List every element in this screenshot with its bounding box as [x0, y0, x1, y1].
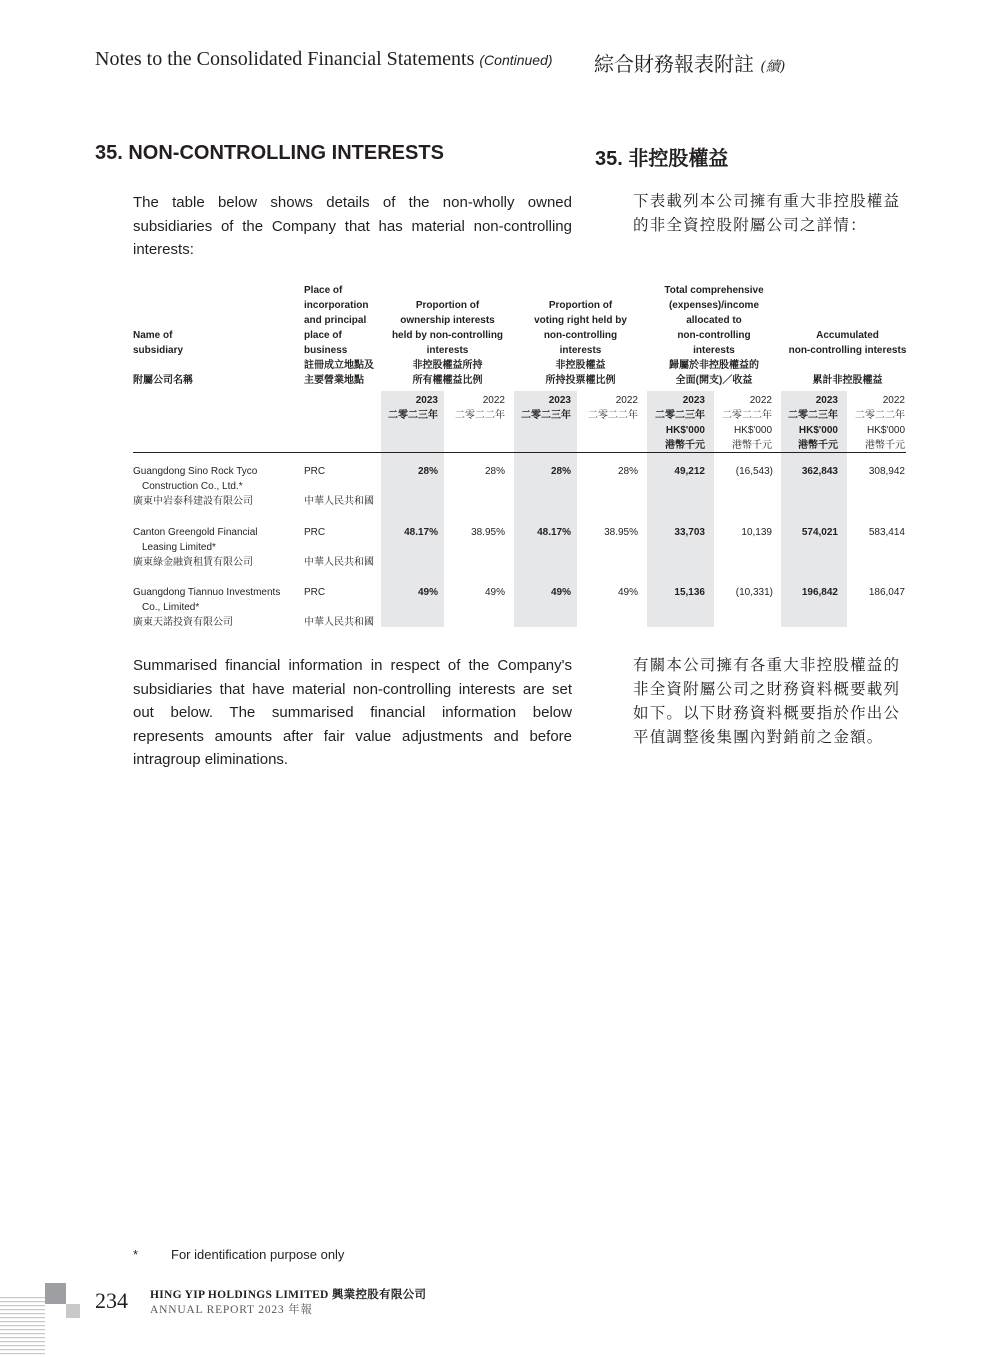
cell-vote-2023: 28%: [550, 466, 571, 477]
year-label-zh: 二零二三年: [521, 410, 571, 421]
unit-label-zh: 港幣千元: [732, 440, 772, 451]
cell-acc-2022: 308,942: [868, 466, 905, 477]
cell-acc-2022: 583,414: [868, 527, 905, 538]
row-name-en: Canton Greengold Financial: [133, 527, 258, 538]
th-comprehensive-line: interests: [693, 345, 735, 356]
running-header-en: [95, 48, 553, 71]
th-name-line: subsidiary: [133, 345, 184, 356]
company-name-zh: 興業控股有限公司: [331, 1289, 427, 1301]
row-name-en-cont: Leasing Limited*: [142, 542, 216, 553]
header-title-en: Notes to the Consolidated Financial Statements: [95, 48, 475, 70]
table-row: [133, 464, 257, 509]
header-continued-en: (Continued): [479, 52, 553, 68]
th-name-line: Name of: [133, 330, 173, 341]
row-name-zh: 廣東中岩泰科建設有限公司: [133, 496, 253, 507]
th-place-line: incorporation: [304, 300, 369, 311]
th-voting-line: interests: [559, 345, 602, 356]
header-title-zh: 綜合財務報表附註: [594, 52, 754, 76]
cell-comp-2023: 33,703: [674, 527, 705, 538]
row-place-zh: 中華人民共和國: [304, 617, 374, 628]
row-name-en: Guangdong Tiannuo Investments: [133, 587, 281, 598]
th-accumulated-zh: 累計非控股權益: [812, 375, 883, 386]
unit-label-zh: 港幣千元: [798, 440, 838, 451]
cell-comp-2023: 15,136: [674, 587, 705, 598]
year-label: 2023: [815, 395, 838, 406]
th-voting-line: 所持投票權比例: [545, 375, 616, 386]
th-ownership: [381, 298, 514, 388]
cell-acc-2023: 574,021: [801, 527, 838, 538]
th-place-line: 註冊成立地點及: [304, 360, 374, 371]
cell-acc-2023: 196,842: [801, 587, 838, 598]
row-place-en: PRC: [304, 527, 326, 538]
yr-ownership-2023: [381, 393, 438, 423]
year-label-zh: 二零二二年: [855, 410, 905, 421]
year-label-zh: 二零二二年: [455, 410, 505, 421]
th-voting-line: 非控股權益: [555, 360, 606, 371]
cell-own-2023: 49%: [417, 587, 438, 598]
row-name-en-cont: Construction Co., Ltd.*: [142, 481, 243, 492]
yr-comprehensive-2022: [714, 393, 772, 453]
row-name-zh: 廣東綠金融資租賃有限公司: [133, 557, 253, 568]
th-comprehensive-line: (expenses)/income: [668, 300, 760, 311]
th-ownership-line: Proportion of: [415, 300, 480, 311]
year-label: 2022: [749, 395, 772, 406]
yr-voting-2023: [514, 393, 571, 423]
row-name-en: Guangdong Sino Rock Tyco: [133, 466, 258, 477]
header-continued-zh: (續): [760, 59, 786, 75]
table-row: [133, 585, 280, 630]
intro-paragraph-zh: 下表載列本公司擁有重大非控股權益的非全資控股附屬公司之詳情：: [633, 193, 901, 234]
cell-vote-2022: 38.95%: [604, 527, 638, 538]
row-name-zh: 廣東天諾投資有限公司: [133, 617, 233, 628]
cell-comp-2022: (10,331): [735, 587, 773, 598]
yr-voting-2022: [577, 393, 638, 423]
cell-comp-2022: (16,543): [735, 466, 773, 477]
year-label-zh: 二零二三年: [655, 410, 705, 421]
unit-label: HK$'000: [798, 425, 838, 436]
th-comprehensive-line: non-controlling: [677, 330, 751, 341]
th-voting-line: Proportion of: [548, 300, 613, 311]
th-place-line: place of: [304, 330, 342, 341]
row-place: [304, 525, 374, 570]
cell-comp-2023: 49,212: [674, 466, 705, 477]
th-comprehensive-line: 歸屬於非控股權益的: [669, 360, 759, 371]
footnote-text: For identification purpose only: [171, 1247, 345, 1262]
th-ownership-line: interests: [426, 345, 469, 356]
cell-vote-2022: 49%: [617, 587, 638, 598]
cell-acc-2023: 362,843: [801, 466, 838, 477]
unit-label-zh: 港幣千元: [865, 440, 905, 451]
th-place-line: 主要營業地點: [304, 375, 364, 386]
th-ownership-line: ownership interests: [400, 315, 495, 326]
th-comprehensive-line: allocated to: [686, 315, 742, 326]
th-comprehensive: [647, 283, 781, 388]
unit-label-zh: 港幣千元: [665, 440, 705, 451]
unit-label: HK$'000: [665, 425, 705, 436]
th-voting-line: non-controlling: [543, 330, 618, 341]
page-number: 234: [95, 1288, 128, 1313]
footnote: [133, 1247, 344, 1262]
cell-vote-2023: 48.17%: [537, 527, 571, 538]
footer-decoration-icon: [0, 1280, 82, 1357]
table-header-rule: [133, 452, 906, 453]
summary-paragraph-zh: 有關本公司擁有各重大非控股權益的非全資附屬公司之財務資料概要載列如下。以下財務資料概要指於作出公平值調整後集團內對銷前之金額。: [633, 657, 901, 746]
th-ownership-line: 所有權權益比例: [412, 375, 483, 386]
unit-label: HK$'000: [866, 425, 905, 436]
th-name: [133, 328, 183, 358]
section-title-zh: 35. 非控股權益: [595, 148, 729, 170]
cell-own-2023: 28%: [417, 466, 438, 477]
row-place-en: PRC: [304, 466, 326, 477]
th-place: [304, 283, 374, 388]
th-ownership-line: 非控股權益所持: [412, 360, 483, 371]
company-name: [150, 1286, 426, 1302]
row-place-en: PRC: [304, 587, 326, 598]
intro-paragraph-en: The table below shows details of the non-wholly owned subsidiaries of the Company that has material non-controlling interests:: [133, 194, 572, 258]
report-title: ANNUAL REPORT 2023 年報: [150, 1304, 313, 1316]
year-label: 2023: [415, 395, 438, 406]
cell-vote-2022: 28%: [617, 466, 638, 477]
year-label: 2022: [615, 395, 638, 406]
th-voting-line: voting right held by: [534, 315, 627, 326]
year-label-zh: 二零二二年: [588, 410, 638, 421]
table-row: [133, 525, 258, 570]
unit-label: HK$'000: [733, 425, 772, 436]
yr-accumulated-2022: [847, 393, 905, 453]
th-ownership-line: held by non-controlling: [391, 330, 504, 341]
th-accumulated-line: Accumulated: [816, 330, 879, 341]
th-place-line: Place of: [304, 285, 343, 296]
cell-comp-2022: 10,139: [741, 527, 772, 538]
year-label: 2023: [548, 395, 571, 406]
th-name-zh: 附屬公司名稱: [133, 375, 193, 386]
th-voting: [514, 298, 647, 388]
footnote-mark: *: [133, 1247, 139, 1262]
summary-paragraph-en: Summarised financial information in respect of the Company's subsidiaries that have material non-controlling interests are set out below. The summarised financial information below represents amounts after fair value adjustments and before intragroup eliminations.: [133, 657, 572, 768]
company-name-en: HING YIP HOLDINGS LIMITED: [150, 1289, 329, 1301]
yr-comprehensive-2023: [647, 393, 705, 453]
cell-acc-2022: 186,047: [868, 587, 905, 598]
row-name-en-cont: Co., Limited*: [142, 602, 200, 613]
year-label-zh: 二零二二年: [722, 410, 772, 421]
year-label-zh: 二零二三年: [388, 410, 438, 421]
th-accumulated-line: non-controlling interests: [788, 345, 907, 356]
th-place-line: and principal: [304, 315, 367, 326]
year-label-zh: 二零二三年: [788, 410, 838, 421]
th-comprehensive-line: Total comprehensive: [664, 285, 764, 296]
yr-ownership-2022: [444, 393, 505, 423]
th-accumulated: [781, 328, 914, 358]
cell-own-2023: 48.17%: [404, 527, 438, 538]
year-label: 2022: [482, 395, 505, 406]
cell-own-2022: 38.95%: [471, 527, 505, 538]
section-title-en: 35. NON-CONTROLLING INTERESTS: [95, 142, 444, 164]
yr-accumulated-2023: [781, 393, 838, 453]
cell-vote-2023: 49%: [550, 587, 571, 598]
year-label: 2023: [682, 395, 705, 406]
cell-own-2022: 28%: [484, 466, 505, 477]
row-place: [304, 585, 374, 630]
cell-own-2022: 49%: [484, 587, 505, 598]
th-place-line: business: [304, 345, 348, 356]
row-place-zh: 中華人民共和國: [304, 557, 374, 568]
row-place-zh: 中華人民共和國: [304, 496, 374, 507]
running-header-zh: [594, 48, 785, 77]
year-label: 2022: [882, 395, 905, 406]
th-comprehensive-line: 全面(開支)／收益: [675, 375, 753, 386]
row-place: [304, 464, 374, 509]
